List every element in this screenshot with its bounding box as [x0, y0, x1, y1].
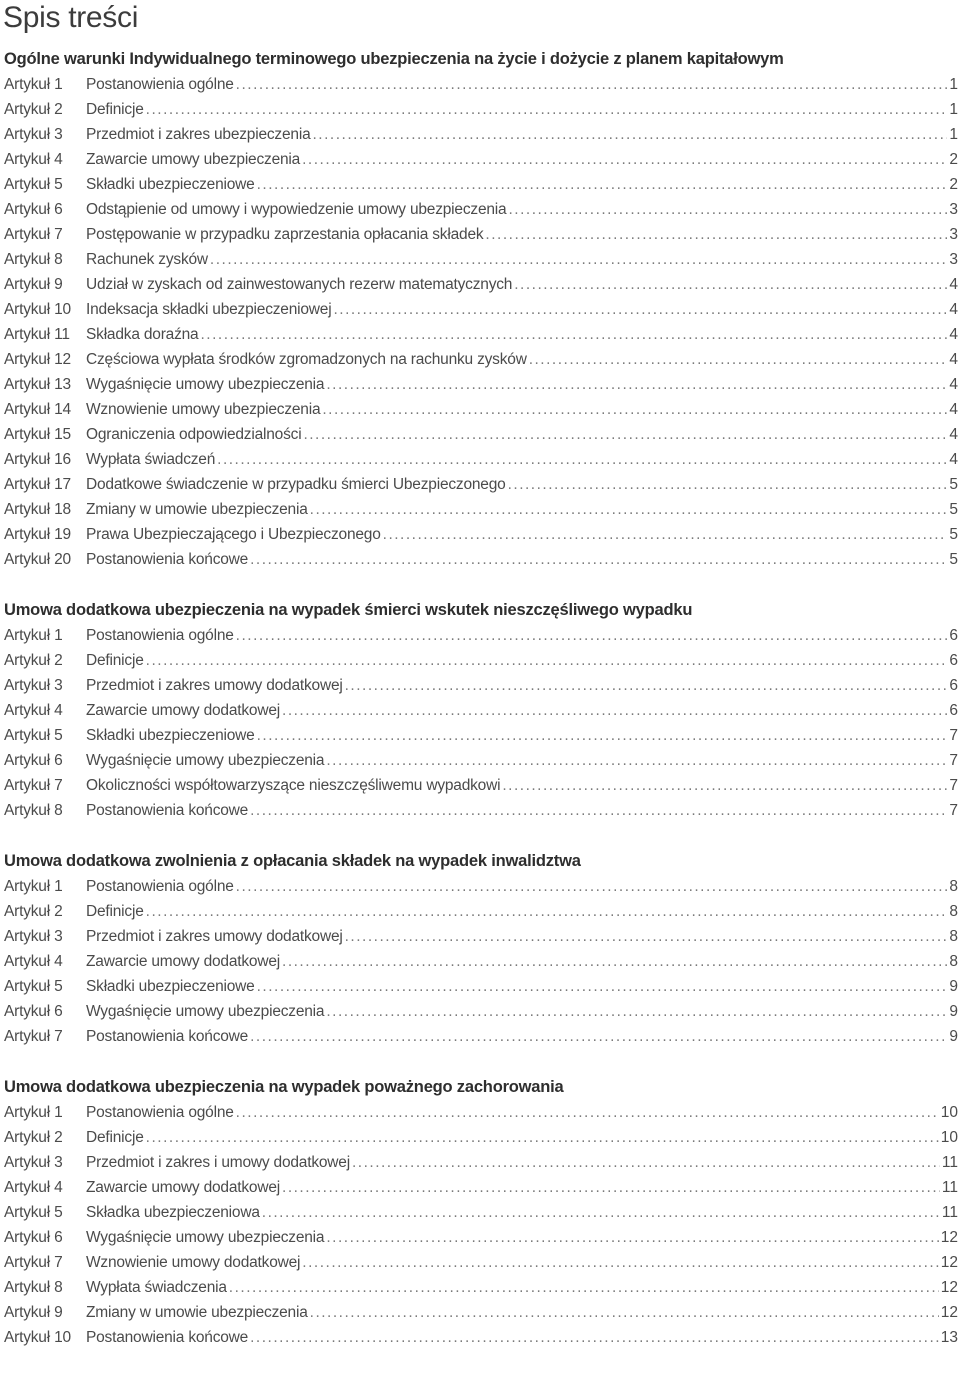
- toc-section: [4, 47, 958, 572]
- page-number: 11: [941, 1154, 958, 1171]
- article-number: Artykuł 6: [4, 201, 63, 218]
- page-number: 2: [949, 176, 958, 193]
- page-number: 5: [949, 476, 958, 493]
- dot-leader: [310, 1300, 939, 1325]
- dot-leader: [257, 723, 948, 748]
- page-number: 6: [949, 702, 958, 719]
- dot-leader: [250, 547, 947, 572]
- article-number: Artykuł 14: [4, 401, 71, 418]
- page-number: 4: [949, 451, 958, 468]
- article-title: Indeksacja składki ubezpieczeniowej: [86, 301, 332, 318]
- toc-entry[interactable]: [4, 1250, 958, 1275]
- dot-leader: [326, 999, 947, 1024]
- toc-entry[interactable]: [4, 372, 958, 397]
- article-number: Artykuł 6: [4, 1003, 63, 1020]
- toc-entry[interactable]: [4, 172, 958, 197]
- dot-leader: [302, 1250, 938, 1275]
- article-number: Artykuł 8: [4, 802, 63, 819]
- page-number: 2: [949, 151, 958, 168]
- toc-entry[interactable]: [4, 1200, 958, 1225]
- toc-entry[interactable]: [4, 247, 958, 272]
- page-number: 4: [949, 426, 958, 443]
- table-of-contents: [4, 47, 958, 1376]
- dot-leader: [345, 673, 948, 698]
- article-title: Wygaśnięcie umowy ubezpieczenia: [86, 1229, 325, 1246]
- dot-leader: [236, 874, 948, 899]
- dot-leader: [333, 297, 947, 322]
- article-title: Dodatkowe świadczenie w przypadku śmierci Ubezpieczonego: [86, 476, 506, 493]
- article-title: Zmiany w umowie ubezpieczenia: [86, 501, 308, 518]
- article-number: Artykuł 7: [4, 777, 63, 794]
- article-number: Artykuł 8: [4, 1279, 63, 1296]
- dot-leader: [352, 1150, 940, 1175]
- article-title: Wygaśnięcie umowy ubezpieczenia: [86, 752, 325, 769]
- toc-entry[interactable]: [4, 422, 958, 447]
- article-number: Artykuł 6: [4, 752, 63, 769]
- article-number: Artykuł 15: [4, 426, 71, 443]
- dot-leader: [236, 1100, 939, 1125]
- article-title: Rachunek zysków: [86, 251, 208, 268]
- toc-entry[interactable]: [4, 197, 958, 222]
- dot-leader: [529, 347, 948, 372]
- dot-leader: [508, 472, 948, 497]
- article-number: Artykuł 4: [4, 1179, 63, 1196]
- toc-entry[interactable]: [4, 547, 958, 572]
- toc-entry[interactable]: [4, 773, 958, 798]
- page-number: 8: [949, 953, 958, 970]
- article-title: Definicje: [86, 1129, 144, 1146]
- article-title: Postanowienia ogólne: [86, 1104, 234, 1121]
- dot-leader: [146, 97, 948, 122]
- toc-entry[interactable]: [4, 122, 958, 147]
- article-number: Artykuł 8: [4, 251, 63, 268]
- article-number: Artykuł 5: [4, 727, 63, 744]
- article-title: Składki ubezpieczeniowe: [86, 978, 255, 995]
- dot-leader: [236, 623, 948, 648]
- article-title: Wypłata świadczeń: [86, 451, 216, 468]
- toc-entry[interactable]: [4, 623, 958, 648]
- section-heading: Umowa dodatkowa ubezpieczenia na wypadek poważnego zachorowania: [4, 1078, 564, 1096]
- article-title: Wznowienie umowy ubezpieczenia: [86, 401, 321, 418]
- article-number: Artykuł 3: [4, 126, 63, 143]
- toc-entry[interactable]: [4, 1325, 958, 1350]
- page-number: 8: [949, 878, 958, 895]
- dot-leader: [282, 949, 947, 974]
- article-title: Zmiany w umowie ubezpieczenia: [86, 1304, 308, 1321]
- toc-entry[interactable]: [4, 1125, 958, 1150]
- toc-entry[interactable]: [4, 97, 958, 122]
- toc-entry[interactable]: [4, 1100, 958, 1125]
- article-title: Zawarcie umowy dodatkowej: [86, 702, 281, 719]
- dot-leader: [146, 648, 948, 673]
- article-title: Składki ubezpieczeniowe: [86, 727, 255, 744]
- dot-leader: [257, 172, 948, 197]
- page-number: 3: [949, 226, 958, 243]
- article-number: Artykuł 3: [4, 1154, 63, 1171]
- toc-entry[interactable]: [4, 1300, 958, 1325]
- toc-entry[interactable]: [4, 1024, 958, 1049]
- article-title: Składki ubezpieczeniowe: [86, 176, 255, 193]
- page-number: 7: [949, 777, 958, 794]
- dot-leader: [326, 1225, 938, 1250]
- dot-leader: [345, 924, 948, 949]
- article-number: Artykuł 1: [4, 1104, 63, 1121]
- article-number: Artykuł 1: [4, 878, 63, 895]
- article-title: Częściowa wypłata środków zgromadzonych na rachunku zysków: [86, 351, 527, 368]
- toc-entry[interactable]: [4, 1225, 958, 1250]
- page-number: 8: [949, 903, 958, 920]
- page-number: 6: [949, 677, 958, 694]
- toc-entry[interactable]: [4, 447, 958, 472]
- dot-leader: [326, 372, 947, 397]
- dot-leader: [326, 748, 947, 773]
- page-number: 3: [949, 251, 958, 268]
- page-number: 12: [940, 1304, 958, 1321]
- article-number: Artykuł 10: [4, 1329, 71, 1346]
- article-title: Przedmiot i zakres umowy dodatkowej: [86, 928, 343, 945]
- dot-leader: [262, 1200, 940, 1225]
- dot-leader: [313, 122, 948, 147]
- dot-leader: [217, 447, 947, 472]
- article-title: Odstąpienie od umowy i wypowiedzenie umowy ubezpieczenia: [86, 201, 507, 218]
- article-number: Artykuł 3: [4, 928, 63, 945]
- article-number: Artykuł 4: [4, 953, 63, 970]
- toc-entry[interactable]: [4, 748, 958, 773]
- dot-leader: [257, 974, 948, 999]
- toc-entry[interactable]: [4, 397, 958, 422]
- article-number: Artykuł 2: [4, 1129, 63, 1146]
- page-number: 1: [949, 101, 958, 118]
- article-number: Artykuł 4: [4, 702, 63, 719]
- page-number: 8: [949, 928, 958, 945]
- dot-leader: [282, 698, 947, 723]
- article-number: Artykuł 5: [4, 1204, 63, 1221]
- page-number: 4: [949, 376, 958, 393]
- article-title: Definicje: [86, 903, 144, 920]
- article-title: Składka ubezpieczeniowa: [86, 1204, 260, 1221]
- article-number: Artykuł 2: [4, 101, 63, 118]
- page-number: 1: [949, 76, 958, 93]
- article-title: Postanowienia końcowe: [86, 802, 249, 819]
- toc-entry[interactable]: [4, 1275, 958, 1300]
- article-number: Artykuł 1: [4, 627, 63, 644]
- page-number: 5: [949, 526, 958, 543]
- article-number: Artykuł 3: [4, 677, 63, 694]
- dot-leader: [200, 322, 947, 347]
- toc-entry[interactable]: [4, 1150, 958, 1175]
- toc-entry[interactable]: [4, 899, 958, 924]
- dot-leader: [502, 773, 947, 798]
- page-number: 1: [949, 126, 958, 143]
- article-number: Artykuł 7: [4, 1028, 63, 1045]
- toc-entry[interactable]: [4, 347, 958, 372]
- toc-entry[interactable]: [4, 648, 958, 673]
- toc-entry[interactable]: [4, 723, 958, 748]
- dot-leader: [236, 72, 948, 97]
- toc-entry[interactable]: [4, 949, 958, 974]
- page-number: 4: [949, 326, 958, 343]
- article-number: Artykuł 6: [4, 1229, 63, 1246]
- page-number: 4: [949, 351, 958, 368]
- page-number: 13: [940, 1329, 958, 1346]
- dot-leader: [250, 1325, 939, 1350]
- article-title: Postanowienia końcowe: [86, 1028, 249, 1045]
- toc-entry[interactable]: [4, 322, 958, 347]
- dot-leader: [485, 222, 947, 247]
- page-title: Spis treści: [3, 1, 139, 34]
- article-number: Artykuł 4: [4, 151, 63, 168]
- article-title: Wygaśnięcie umowy ubezpieczenia: [86, 1003, 325, 1020]
- article-number: Artykuł 9: [4, 1304, 63, 1321]
- page-number: 5: [949, 551, 958, 568]
- article-title: Udział w zyskach od zainwestowanych rezerw matematycznych: [86, 276, 513, 293]
- article-number: Artykuł 17: [4, 476, 71, 493]
- article-number: Artykuł 7: [4, 1254, 63, 1271]
- article-title: Wznowienie umowy dodatkowej: [86, 1254, 301, 1271]
- article-title: Postępowanie w przypadku zaprzestania opłacania składek: [86, 226, 484, 243]
- article-title: Postanowienia ogólne: [86, 878, 234, 895]
- article-number: Artykuł 5: [4, 176, 63, 193]
- page-number: 9: [949, 978, 958, 995]
- toc-entry[interactable]: [4, 673, 958, 698]
- article-number: Artykuł 1: [4, 76, 63, 93]
- dot-leader: [250, 798, 947, 823]
- page-number: 9: [949, 1003, 958, 1020]
- page-number: 9: [949, 1028, 958, 1045]
- toc-entry[interactable]: [4, 472, 958, 497]
- article-number: Artykuł 10: [4, 301, 71, 318]
- section-heading: Umowa dodatkowa ubezpieczenia na wypadek śmierci wskutek nieszczęśliwego wypadku: [4, 601, 693, 619]
- article-number: Artykuł 9: [4, 276, 63, 293]
- toc-entry[interactable]: [4, 698, 958, 723]
- dot-leader: [508, 197, 947, 222]
- toc-entry[interactable]: [4, 974, 958, 999]
- toc-entry[interactable]: [4, 297, 958, 322]
- article-number: Artykuł 20: [4, 551, 71, 568]
- article-title: Zawarcie umowy dodatkowej: [86, 1179, 281, 1196]
- page-number: 4: [949, 401, 958, 418]
- dot-leader: [250, 1024, 947, 1049]
- article-title: Postanowienia ogólne: [86, 627, 234, 644]
- toc-entry[interactable]: [4, 999, 958, 1024]
- article-title: Zawarcie umowy dodatkowej: [86, 953, 281, 970]
- toc-entry[interactable]: [4, 874, 958, 899]
- article-title: Przedmiot i zakres umowy dodatkowej: [86, 677, 343, 694]
- page-number: 6: [949, 627, 958, 644]
- article-number: Artykuł 13: [4, 376, 71, 393]
- article-title: Zawarcie umowy ubezpieczenia: [86, 151, 301, 168]
- dot-leader: [514, 272, 947, 297]
- article-title: Prawa Ubezpieczającego i Ubezpieczonego: [86, 526, 381, 543]
- dot-leader: [383, 522, 948, 547]
- page-number: 4: [949, 276, 958, 293]
- toc-entry[interactable]: [4, 222, 958, 247]
- article-title: Wypłata świadczenia: [86, 1279, 227, 1296]
- toc-entry[interactable]: [4, 72, 958, 97]
- toc-section: [4, 1075, 958, 1350]
- page-number: 12: [940, 1229, 958, 1246]
- article-title: Postanowienia końcowe: [86, 1329, 249, 1346]
- article-number: Artykuł 2: [4, 903, 63, 920]
- toc-entry[interactable]: [4, 147, 958, 172]
- page-number: 11: [941, 1179, 958, 1196]
- article-number: Artykuł 7: [4, 226, 63, 243]
- article-number: Artykuł 12: [4, 351, 71, 368]
- toc-section: [4, 849, 958, 1049]
- dot-leader: [146, 899, 948, 924]
- dot-leader: [229, 1275, 939, 1300]
- article-title: Przedmiot i zakres ubezpieczenia: [86, 126, 311, 143]
- article-title: Ograniczenia odpowiedzialności: [86, 426, 302, 443]
- page-number: 4: [949, 301, 958, 318]
- page-number: 3: [949, 201, 958, 218]
- dot-leader: [310, 497, 948, 522]
- article-number: Artykuł 16: [4, 451, 71, 468]
- dot-leader: [146, 1125, 939, 1150]
- page-number: 7: [949, 802, 958, 819]
- article-number: Artykuł 19: [4, 526, 71, 543]
- dot-leader: [210, 247, 947, 272]
- page-number: 11: [941, 1204, 958, 1221]
- dot-leader: [282, 1175, 940, 1200]
- page-number: 6: [949, 652, 958, 669]
- article-title: Przedmiot i zakres i umowy dodatkowej: [86, 1154, 350, 1171]
- article-number: Artykuł 5: [4, 978, 63, 995]
- toc-section: [4, 598, 958, 823]
- page-number: 7: [949, 727, 958, 744]
- article-number: Artykuł 11: [4, 326, 70, 343]
- toc-entry[interactable]: [4, 272, 958, 297]
- article-title: Postanowienia końcowe: [86, 551, 249, 568]
- article-title: Postanowienia ogólne: [86, 76, 234, 93]
- dot-leader: [303, 422, 947, 447]
- page-number: 10: [940, 1129, 958, 1146]
- article-title: Definicje: [86, 101, 144, 118]
- toc-entry[interactable]: [4, 798, 958, 823]
- page-number: 12: [940, 1254, 958, 1271]
- toc-entry[interactable]: [4, 1175, 958, 1200]
- section-heading: Umowa dodatkowa zwolnienia z opłacania składek na wypadek inwalidztwa: [4, 852, 581, 870]
- article-title: Definicje: [86, 652, 144, 669]
- article-title: Okoliczności współtowarzyszące nieszczęśliwemu wypadkowi: [86, 777, 501, 794]
- page-number: 7: [949, 752, 958, 769]
- page-number: 10: [940, 1104, 958, 1121]
- page-number: 12: [940, 1279, 958, 1296]
- toc-entry[interactable]: [4, 924, 958, 949]
- article-title: Wygaśnięcie umowy ubezpieczenia: [86, 376, 325, 393]
- section-heading: Ogólne warunki Indywidualnego terminowego ubezpieczenia na życie i dożycie z planem kapitałowym: [4, 50, 784, 68]
- article-title: Składka doraźna: [86, 326, 199, 343]
- article-number: Artykuł 18: [4, 501, 71, 518]
- dot-leader: [302, 147, 947, 172]
- page-number: 5: [949, 501, 958, 518]
- toc-entry[interactable]: [4, 497, 958, 522]
- dot-leader: [322, 397, 947, 422]
- toc-entry[interactable]: [4, 522, 958, 547]
- article-number: Artykuł 2: [4, 652, 63, 669]
